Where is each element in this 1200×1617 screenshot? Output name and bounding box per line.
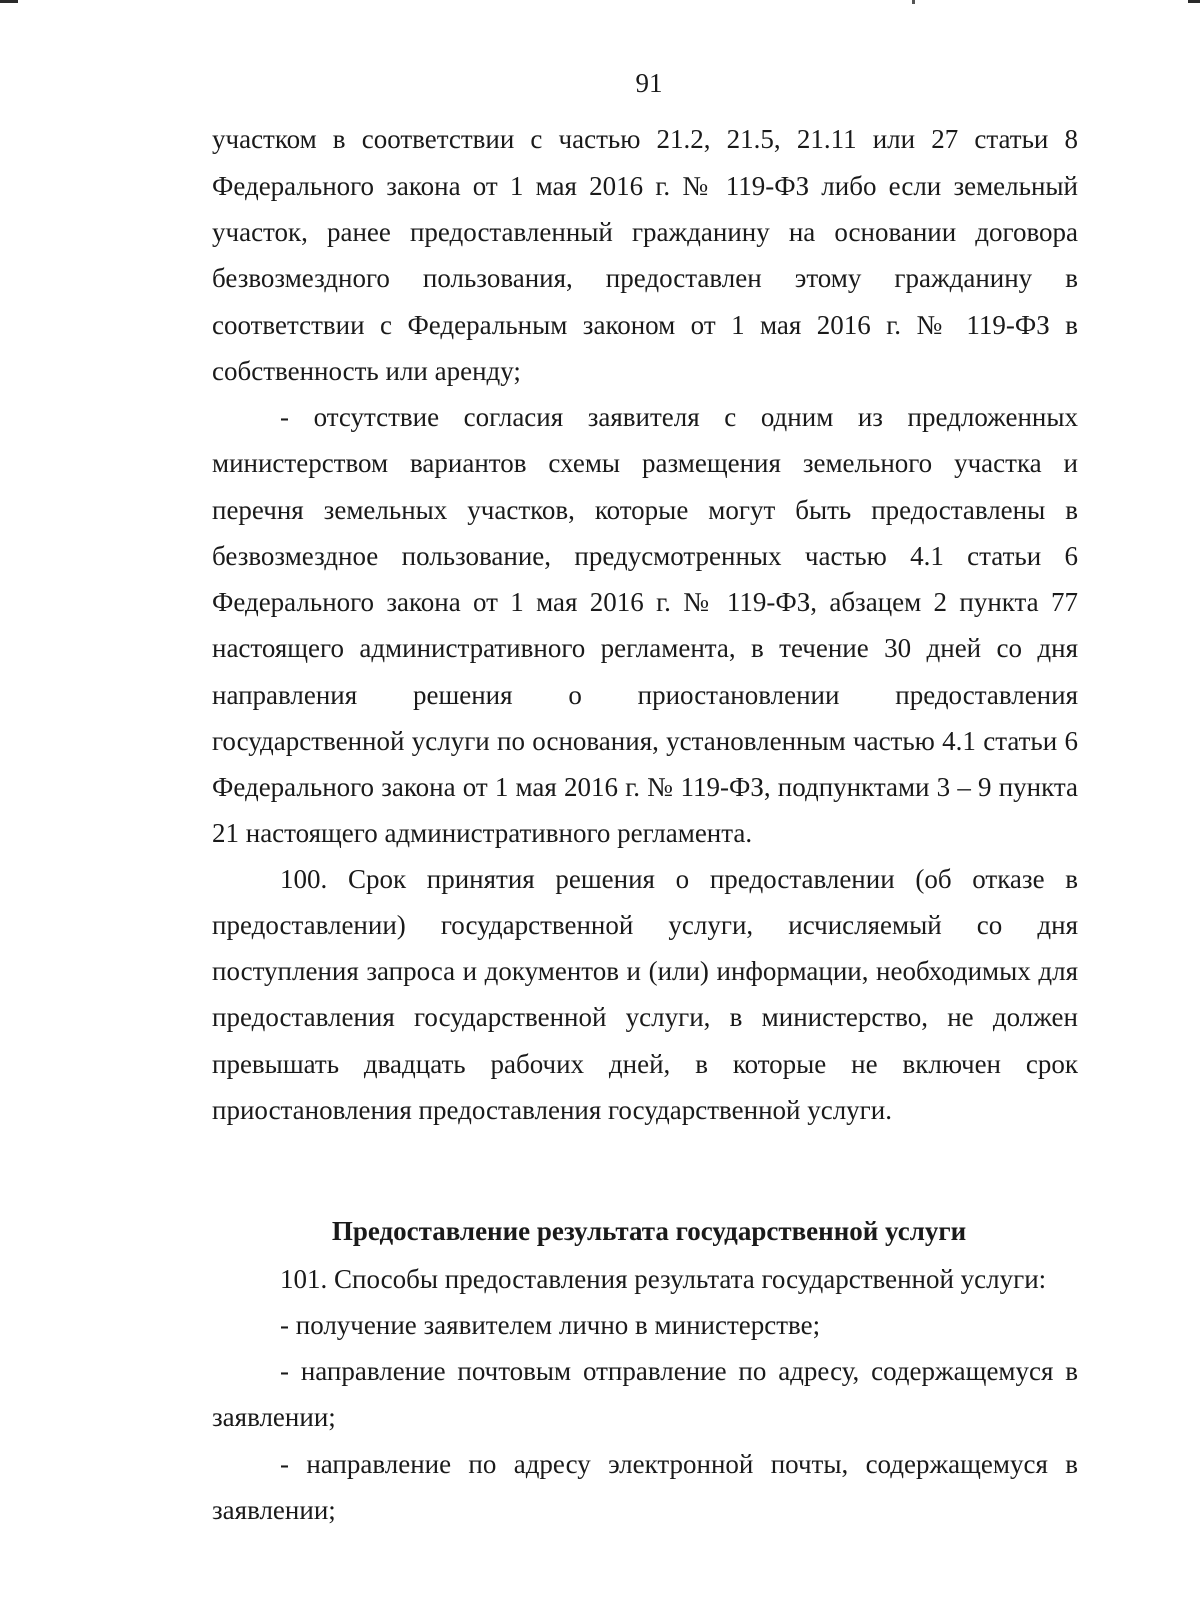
text-line: 21 настоящего административного регламента. — [212, 818, 753, 848]
page-number: 91 — [635, 68, 663, 98]
list-item: - направление почтовым отправление по адресу, содержащемуся в — [280, 1356, 1078, 1386]
text-line: настоящего административного регламента, в течение 30 дней со дня — [212, 633, 1078, 663]
list-item: - направление по адресу электронной почты, содержащемуся в — [280, 1449, 1078, 1479]
text-line: собственность или аренду; — [212, 356, 521, 386]
scan-edge-mark — [912, 0, 915, 4]
text-line: участком в соответствии с частью 21.2, 21.5, 21.11 или 27 статьи 8 — [212, 124, 1078, 154]
text-line: безвозмездного пользования, предоставлен этому гражданину в — [212, 263, 1078, 293]
text-line: поступления запроса и документов и (или) информации, необходимых для — [212, 956, 1078, 986]
list-item: - получение заявителем лично в министерстве; — [280, 1310, 821, 1340]
scan-edge-mark — [1188, 0, 1200, 3]
text-line: участок, ранее предоставленный гражданину на основании договора — [212, 217, 1078, 247]
text-line: 100. Срок принятия решения о предоставлении (об отказе в — [280, 864, 1078, 894]
text-line: безвозмездное пользование, предусмотренных частью 4.1 статьи 6 — [212, 541, 1078, 571]
text-line: предоставлении) государственной услуги, исчисляемый со дня — [212, 910, 1078, 940]
text-line: предоставления государственной услуги, в министерство, не должен — [212, 1002, 1078, 1032]
text-line: - отсутствие согласия заявителя с одним из предложенных — [280, 402, 1078, 432]
text-line: превышать двадцать рабочих дней, в которые не включен срок — [212, 1049, 1078, 1079]
text-line: Федерального закона от 1 мая 2016 г. № 119-ФЗ, абзацем 2 пункта 77 — [212, 587, 1078, 617]
text-line: 101. Способы предоставления результата государственной услуги: — [280, 1264, 1047, 1294]
text-line: соответствии с Федеральным законом от 1 мая 2016 г. № 119-ФЗ в — [212, 310, 1078, 340]
text-line: перечня земельных участков, которые могут быть предоставлены в — [212, 495, 1078, 525]
text-line: приостановления предоставления государственной услуги. — [212, 1095, 892, 1125]
text-line: направления решения о приостановлении предоставления — [212, 680, 1078, 710]
text-line: министерством вариантов схемы размещения земельного участка и — [212, 448, 1078, 478]
text-line: заявлении; — [212, 1402, 336, 1432]
text-line: Федерального закона от 1 мая 2016 г. № 119-ФЗ, подпунктами 3 – 9 пункта — [212, 772, 1078, 802]
section-heading: Предоставление результата государственной услуги — [331, 1216, 967, 1246]
text-line: заявлении; — [212, 1495, 336, 1525]
text-line: Федерального закона от 1 мая 2016 г. № 119-ФЗ либо если земельный — [212, 171, 1078, 201]
text-line: государственной услуги по основания, установленным частью 4.1 статьи 6 — [212, 726, 1078, 756]
scan-edge-mark — [0, 0, 18, 3]
